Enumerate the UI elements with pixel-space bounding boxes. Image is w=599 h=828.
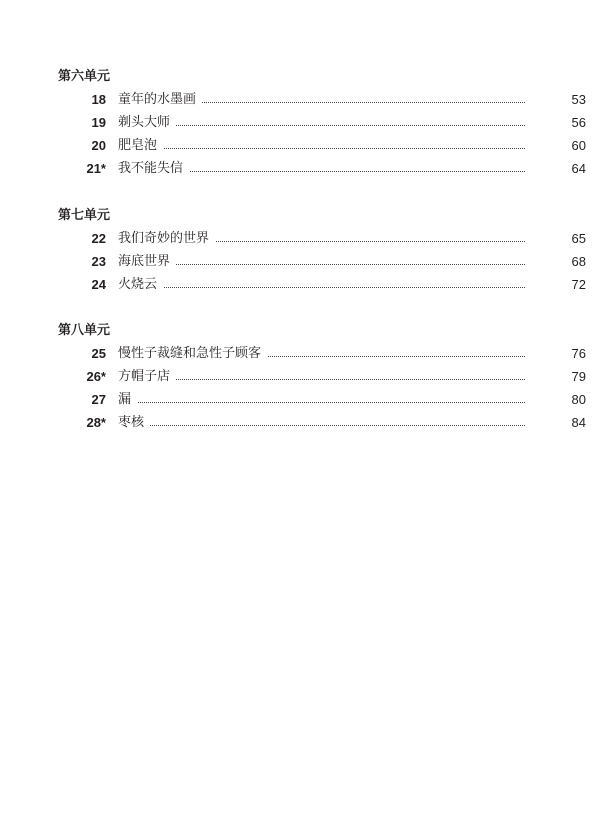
lesson-number: 28* xyxy=(86,415,106,430)
lesson-title: 童年的水墨画 xyxy=(118,91,202,109)
lesson-title: 火烧云 xyxy=(118,276,163,294)
lesson-number: 20 xyxy=(91,138,106,153)
toc-entry[interactable] xyxy=(0,160,599,178)
lesson-number: 19 xyxy=(91,115,106,130)
toc-entry[interactable] xyxy=(0,276,599,294)
page-number: 64 xyxy=(526,160,586,178)
page-number: 72 xyxy=(526,276,586,294)
page-number: 56 xyxy=(526,114,586,132)
lesson-number: 26* xyxy=(86,369,106,384)
lesson-title: 肥皂泡 xyxy=(118,137,163,155)
lesson-number: 18 xyxy=(91,92,106,107)
page-number: 84 xyxy=(526,414,586,432)
dot-leader xyxy=(120,402,531,403)
toc-entry[interactable] xyxy=(0,137,599,155)
toc-entry[interactable] xyxy=(0,368,599,386)
lesson-title: 我们奇妙的世界 xyxy=(118,230,215,248)
dot-leader xyxy=(120,425,531,426)
dot-leader xyxy=(120,287,531,288)
lesson-number: 27 xyxy=(91,392,106,407)
lesson-title: 枣核 xyxy=(118,414,150,432)
toc-entry[interactable] xyxy=(0,114,599,132)
toc-entry[interactable] xyxy=(0,391,599,409)
toc-entry[interactable] xyxy=(0,253,599,271)
dot-leader xyxy=(120,148,531,149)
dot-leader xyxy=(120,125,531,126)
dot-leader xyxy=(120,264,531,265)
lesson-number: 25 xyxy=(91,346,106,361)
toc-entry[interactable] xyxy=(0,230,599,248)
page-number: 68 xyxy=(526,253,586,271)
lesson-number: 23 xyxy=(91,254,106,269)
toc-entry[interactable] xyxy=(0,345,599,363)
lesson-number: 24 xyxy=(91,277,106,292)
lesson-title: 剃头大师 xyxy=(118,114,176,132)
page-number: 65 xyxy=(526,230,586,248)
unit-title: 第八单元 xyxy=(58,323,111,338)
lesson-number: 22 xyxy=(91,231,106,246)
page-number: 53 xyxy=(526,91,586,109)
lesson-title: 慢性子裁缝和急性子顾客 xyxy=(118,345,267,363)
unit-title: 第六单元 xyxy=(58,69,111,84)
page-number: 80 xyxy=(526,391,586,409)
page-number: 60 xyxy=(526,137,586,155)
lesson-title: 漏 xyxy=(118,391,137,409)
toc-entry[interactable] xyxy=(0,91,599,109)
lesson-title: 方帽子店 xyxy=(118,368,176,386)
page-number: 76 xyxy=(526,345,586,363)
lesson-number: 21* xyxy=(86,161,106,176)
lesson-title: 我不能失信 xyxy=(118,160,189,178)
unit-title: 第七单元 xyxy=(58,208,111,223)
dot-leader xyxy=(120,379,531,380)
toc-entry[interactable] xyxy=(0,414,599,432)
lesson-title: 海底世界 xyxy=(118,253,176,271)
page-number: 79 xyxy=(526,368,586,386)
